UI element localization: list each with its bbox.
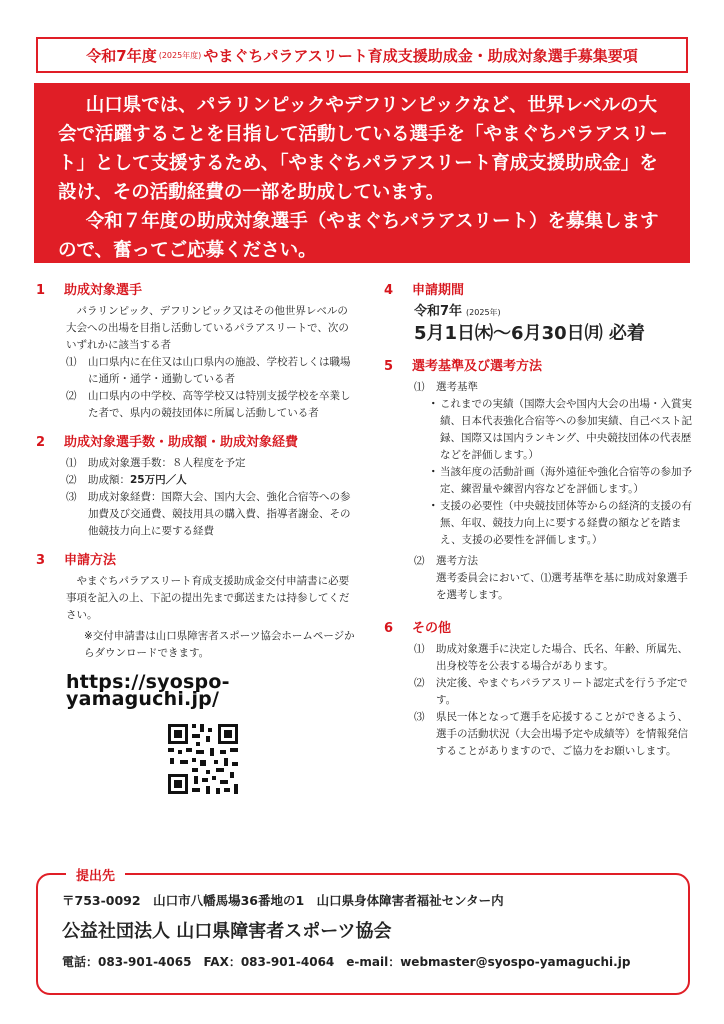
- selection-method-text: 選考委員会において、⑴選考基準を基に助成対象選手を選考します。: [436, 572, 688, 601]
- page-title: [36, 37, 688, 73]
- section-5-heading: [384, 358, 694, 375]
- list-item: [66, 455, 356, 472]
- section-4-heading: [384, 282, 694, 299]
- section-title: その他: [412, 621, 452, 636]
- item-label: ⑴: [414, 643, 425, 655]
- contact-label: 提出先: [66, 865, 125, 884]
- download-note: ※交付申請書は山口県障害者スポーツ協会ホームページからダウンロードできます。: [84, 630, 355, 659]
- section-1-text: パラリンピック、デフリンピック又はその他世界レベルの大会への出場を目指し活動しているパラアスリートで、次のいずれかに該当する者: [66, 305, 349, 351]
- section-number: 4: [384, 283, 394, 298]
- contact-address: 〒753-0092 山口市八幡馬場36番地の1 山口県身体障害者福祉センター内: [62, 893, 504, 908]
- grant-amount: 25万円／人: [130, 474, 187, 486]
- section-number: 3: [36, 553, 46, 568]
- contact-phone-fax-email: 電話：083-901-4065 FAX：083-901-4064 e-mail：webmaster@syospo-yamaguchi.jp: [62, 955, 631, 969]
- bullet-mark: ・: [428, 466, 439, 478]
- item-label: ⑴: [66, 356, 77, 368]
- qr-code-icon[interactable]: [166, 722, 240, 796]
- list-item: [414, 709, 694, 760]
- item-label: ⑴: [414, 381, 425, 393]
- title-rest: やまぐちパラアスリート育成支援助成金・助成対象選手募集要項: [203, 46, 638, 65]
- list-item: [66, 489, 356, 540]
- section-title: 助成対象選手: [64, 283, 143, 298]
- item-text: 助成対象経費：国際大会、国内大会、強化合宿等への参加費及び交通費、競技用具の購入費、指導者謝金、その他競技力向上に要する経費: [88, 491, 351, 537]
- title-year: (2025年度): [158, 50, 202, 60]
- title-main: 令和7年度: [86, 46, 157, 65]
- list-item: [414, 675, 694, 709]
- application-year: [414, 303, 694, 321]
- item-title: 選考方法: [436, 555, 478, 567]
- website-url[interactable]: https://syospo-yamaguchi.jp/: [66, 671, 230, 710]
- bullet-mark: ・: [428, 500, 439, 512]
- grant-label: 助成額：: [88, 474, 130, 486]
- section-title: 選考基準及び選考方法: [412, 359, 543, 374]
- bullet-item: [428, 396, 694, 464]
- intro-paragraph-2: 令和７年度の助成対象選手（やまぐちパラアスリート）を募集しますので、奮ってご応募ください。: [58, 211, 659, 261]
- year-small: (2025年): [466, 308, 501, 317]
- list-item: [414, 553, 694, 570]
- list-item: [66, 354, 356, 388]
- bullet-text: 支援の必要性（中央競技団体等からの経済的支援の有無、年収、競技力向上に要する経費の額などを踏まえ、支援の必要性を評価します。）: [440, 500, 692, 546]
- contact-box: [36, 869, 690, 995]
- item-label: ⑵: [66, 474, 77, 486]
- item-text: 助成対象選手数：８人程度を予定: [88, 457, 246, 469]
- item-label: ⑶: [414, 711, 425, 723]
- left-column: [36, 282, 356, 796]
- section-3-heading: [36, 552, 356, 569]
- year-text: 令和7年: [414, 304, 463, 319]
- right-column: [384, 282, 694, 760]
- item-text: 助成対象選手に決定した場合、氏名、年齢、所属先、出身校等を公表する場合があります。: [436, 643, 688, 672]
- section-number: 6: [384, 621, 394, 636]
- section-number: 1: [36, 283, 46, 298]
- section-title: 申請期間: [412, 283, 465, 298]
- item-label: ⑴: [66, 457, 77, 469]
- section-1-heading: [36, 282, 356, 299]
- intro-paragraph-1: 山口県では、パラリンピックやデフリンピックなど、世界レベルの大会で活躍することを目指して活動している選手を「やまぐちパラアスリート」として支援するため、「やまぐちパラアスリート育成支援助成金」を設け、その活動経費の一部を助成しています。: [58, 95, 668, 203]
- item-text: 山口県内の中学校、高等学校又は特別支援学校を卒業した者で、県内の競技団体に所属し活動している者: [88, 390, 351, 419]
- intro-box: [34, 83, 690, 263]
- section-3-text: やまぐちパラアスリート育成支援助成金交付申請書に必要事項を記入の上、下記の提出先まで郵送または持参してください。: [66, 575, 350, 621]
- bullet-mark: ・: [428, 398, 439, 410]
- section-6-heading: [384, 620, 694, 637]
- list-item: [66, 388, 356, 422]
- bullet-item: [428, 464, 694, 498]
- item-text: 決定後、やまぐちパラアスリート認定式を行う予定です。: [436, 677, 688, 706]
- item-title: 選考基準: [436, 381, 478, 393]
- section-number: 5: [384, 359, 394, 374]
- organization-name: 公益社団法人 山口県障害者スポーツ協会: [62, 921, 392, 942]
- section-number: 2: [36, 435, 46, 450]
- section-title: 助成対象選手数・助成額・助成対象経費: [64, 435, 299, 450]
- list-item: [414, 641, 694, 675]
- item-label: ⑵: [414, 677, 425, 689]
- item-label: ⑵: [66, 390, 77, 402]
- list-item: [414, 379, 694, 396]
- item-text: 県民一体となって選手を応援することができるよう、選手の活動状況（大会出場予定や成績等）を情報発信することがありますので、ご協力をお願いします。: [436, 711, 688, 757]
- item-text: 山口県内に在住又は山口県内の施設、学校若しくは職場に通所・通学・通勤している者: [88, 356, 351, 385]
- item-label: ⑶: [66, 491, 77, 503]
- section-2-heading: [36, 434, 356, 451]
- item-text: [88, 472, 356, 489]
- bullet-item: [428, 498, 694, 549]
- list-item: [66, 472, 356, 489]
- section-title: 申請方法: [64, 553, 117, 568]
- bullet-text: 当該年度の活動計画（海外遠征や強化合宿等の参加予定、練習量や練習内容などを評価します。）: [440, 466, 692, 495]
- application-period: 5月1日㈭～6月30日㈪ 必着: [414, 323, 645, 344]
- item-label: ⑵: [414, 555, 425, 567]
- bullet-text: これまでの実績（国際大会や国内大会の出場・入賞実績、日本代表強化合宿等への参加実績、自己ベスト記録、国際又は国内ランキング、中央競技団体の代表歴などを評価します。）: [440, 398, 692, 461]
